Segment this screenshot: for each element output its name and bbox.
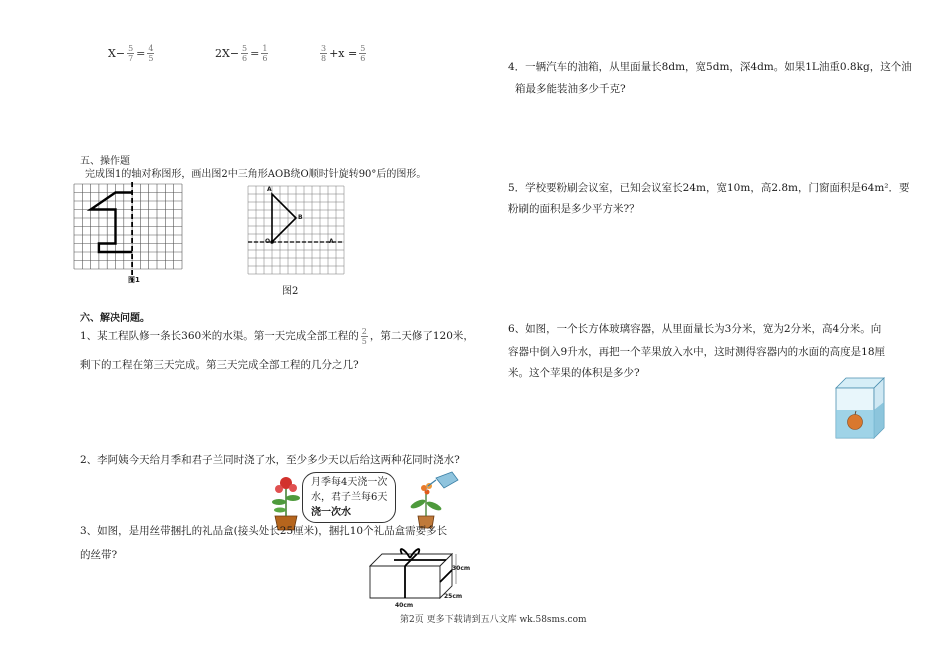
gift-box-diagram (366, 544, 476, 610)
section-6-title: 六、解决问题。 (80, 313, 150, 324)
equation-3-mid: +x = (329, 47, 358, 60)
equation-3-fraction-1: $\frac{3}{8}$ (321, 44, 327, 63)
glass-container-diagram (834, 376, 886, 440)
figure-1-shape (91, 193, 133, 253)
point-o (270, 240, 274, 244)
speech-bubble (302, 472, 396, 523)
box-width-label: 40cm (395, 602, 414, 609)
equation-3-fraction-2: $\frac{5}{6}$ (360, 44, 366, 63)
section-5-title: 五、操作题 (80, 156, 130, 167)
question-3-line-1: 3、如图，是用丝带捆扎的礼品盒(接头处长25厘米)，捆扎10个礼品盒需要多长 (80, 525, 448, 537)
figure-1-grid (72, 182, 184, 286)
section-5-instruction: 完成图1的轴对称图形，画出图2中三角形AOB绕O顺时针旋转90°后的图形。 (85, 169, 427, 180)
figure-1-gridlines (74, 184, 182, 269)
question-1-line-2: 剩下的工程在第三天完成。第三天完成全部工程的几分之几? (80, 359, 359, 371)
question-6-line-3: 米。这个苹果的体积是多少? (508, 367, 640, 379)
apple (848, 415, 863, 430)
equation-2-fraction-2: $\frac{1}{6}$ (262, 44, 268, 63)
question-6-line-1: 6、如图，一个长方体玻璃容器，从里面量长为3分米，宽为2分米，高4分米。向 (508, 323, 882, 335)
question-2: 2、李阿姨今天给月季和君子兰同时浇了水，至少多少天以后给这两种花同时浇水? (80, 454, 460, 466)
equation-2-lhs: 2X− (215, 47, 240, 60)
question-5-line-2: 粉刷的面积是多少平方米?？ (508, 203, 640, 215)
question-3-line-2: 的丝带? (80, 549, 118, 561)
figure-2-gridlines (248, 186, 344, 274)
equation-3 (320, 44, 366, 63)
equation-2-fraction-1: $\frac{5}{6}$ (242, 44, 248, 63)
bubble-line-3: 浇一次水 (311, 507, 351, 518)
bubble-line-1: 月季每4天浇一次 (311, 477, 388, 488)
equation-1-equals: = (136, 47, 146, 60)
label-a: A (267, 186, 272, 193)
equation-2 (215, 44, 268, 63)
question-4-line-1: 4．一辆汽车的油箱，从里面量长8dm，宽5dm，深4dm。如果1L油重0.8kg，这个油 (508, 61, 912, 73)
bubble-line-2: 水，君子兰每6天 (311, 492, 388, 503)
equation-2-equals: = (250, 47, 260, 60)
equation-1-lhs: X− (108, 47, 126, 60)
box-depth-label: 25cm (444, 593, 463, 600)
question-5-line-1: 5．学校要粉刷会议室，已知会议室长24m，宽10m，高2.8m，门窗面积是64m²．要 (508, 182, 910, 194)
question-1-fraction: $\frac{2}{5}$ (361, 326, 367, 346)
label-b: B (298, 214, 303, 221)
label-a-axis: A (329, 238, 334, 245)
question-1-line-1: 1、某工程队修一条长360米的水渠。第一天完成全部工程的 $\frac{2}{5}$ ，第二天修了120米， (80, 326, 474, 346)
figure-2-grid (246, 184, 346, 278)
question-4-line-2: 箱最多能装油多少千克? (515, 83, 626, 95)
figure-2-caption: 图2 (282, 286, 299, 297)
label-o: O (265, 238, 271, 245)
question-6-line-2: 容器中倒入9升水，再把一个苹果放入水中，这时测得容器内的水面的高度是18厘 (508, 346, 886, 358)
figure-1-caption: 图1 (128, 276, 140, 284)
equation-1 (108, 44, 154, 63)
equation-1-fraction-1: $\frac{5}{7}$ (128, 44, 134, 63)
box-height-label: 30cm (452, 565, 471, 572)
page-footer: 第2页 更多下载请到五八文库 wk.58sms.com (400, 615, 587, 625)
equation-1-fraction-2: $\frac{4}{5}$ (148, 44, 154, 63)
